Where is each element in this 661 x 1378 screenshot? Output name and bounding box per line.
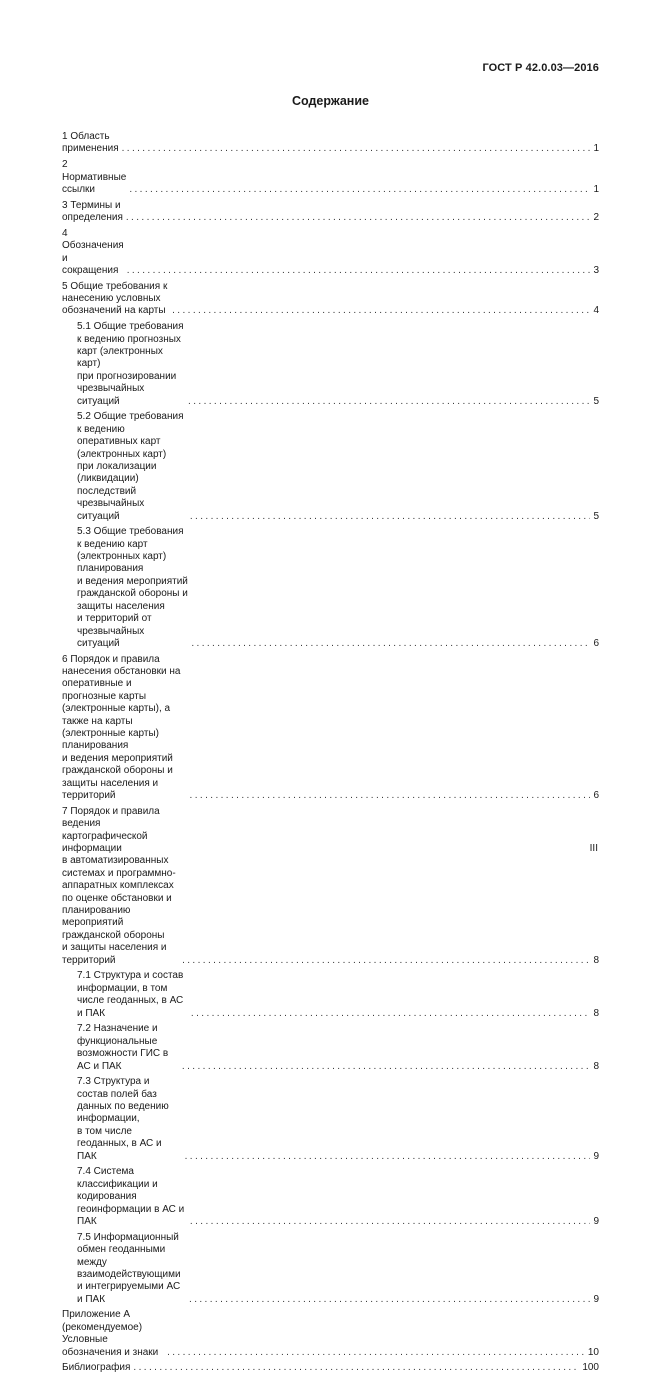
toc-entry-page: 100 [582,1362,599,1374]
toc-leader-dots [185,1151,591,1163]
toc-entry-text: 2 Нормативные ссылки [62,159,127,195]
toc-entry[interactable] [62,1362,599,1374]
toc-entry[interactable] [62,159,599,196]
toc-entry-page: 8 [593,1007,599,1019]
toc-leader-dots [182,955,590,967]
toc-entry[interactable] [62,228,599,278]
toc-leader-dots [191,638,590,650]
toc-entry-page: 1 [593,183,599,195]
toc-leader-dots [172,305,590,317]
toc-leader-dots [190,1216,591,1228]
toc-entry-text: 3 Термины и определения [62,199,123,224]
toc-subentry[interactable] [62,1232,599,1306]
toc-entry-text: 7 Порядок и правила ведения картографической информации в автоматизированных системах и программно-аппаратных комплексах по оценке обстановки и планированию мероприятий гражданской обороны и защиты населения и территорий [62,805,176,966]
toc-leader-dots [190,790,591,802]
toc-entry-text: Приложение А (рекомендуемое) Условные обозначения и знаки [62,1309,159,1358]
toc-entry-page: 5 [593,395,599,407]
standard-code: ГОСТ Р 42.0.03—2016 [482,62,599,74]
toc-entry-page: 9 [593,1293,599,1305]
toc-title: Содержание [291,94,369,108]
toc-entry-text: 5.1 Общие требования к ведению прогнозных карт (электронных карт) при прогнозировании чрезвычайных ситуаций [77,321,184,407]
toc-subentry[interactable] [62,1076,599,1163]
toc-entry-text: 7.2 Назначение и функциональные возможности ГИС в АС и ПАК [77,1023,169,1072]
toc-entry-text: 5.3 Общие требования к ведению карт (электронных карт) планирования и ведения мероприятий гражданской обороны и защиты населения и территорий от чрезвычайных ситуаций [77,526,188,649]
toc-subentry[interactable] [62,526,599,650]
toc-entry-page: 4 [593,305,599,317]
toc-entry-text: Библиография [62,1362,131,1374]
toc-entry[interactable] [62,806,599,967]
toc-entry-page: 6 [593,790,599,802]
toc-entry-text: 1 Область применения [62,131,119,155]
toc-entry-text: 6 Порядок и правила нанесения обстановки на оперативные и прогнозные карты (электронные карты), а также на карты (электронные карты) планирования и ведения мероприятий гражданской обороны и защиты населения и территорий [62,653,181,802]
toc-leader-dots [133,1362,579,1374]
toc-leader-dots [189,1294,590,1306]
toc-subentry[interactable] [62,321,599,408]
toc-entry-page: 9 [593,1215,599,1227]
toc-entry-text: 7.3 Структура и состав полей баз данных по ведению информации, в том числе геоданных, в АС и ПАК [77,1076,169,1162]
toc-subentry[interactable] [62,970,599,1020]
toc-subentry[interactable] [62,1023,599,1073]
toc-entry-text: 7.4 Система классификации и кодирования геоинформации в АС и ПАК [77,1166,185,1227]
toc-entry-page: 9 [593,1150,599,1162]
toc-entry-text: 5.2 Общие требования к ведению оперативных карт (электронных карт) при локализации (ликвидации) последствий чрезвычайных ситуаций [77,411,184,522]
toc-entry-text: 7.5 Информационный обмен геоданными между взаимодействующими и интегрируемыми АС и ПАК [77,1231,181,1305]
toc-entry[interactable] [62,1309,599,1359]
toc-entry-page: 3 [593,264,599,276]
toc-leader-dots [182,1061,591,1073]
toc-entry-page: 5 [593,510,599,522]
toc-leader-dots [167,1347,585,1359]
toc-leader-dots [190,511,591,523]
toc-entry[interactable] [62,131,599,156]
toc-leader-dots [129,184,590,196]
toc-entry-page: 8 [593,954,599,966]
toc-entry-page: 8 [593,1060,599,1072]
toc-entry-text: 5 Общие требования к нанесению условных обозначений на карты [62,280,168,317]
toc-leader-dots [191,1008,591,1020]
toc-entry-page: 10 [587,1346,599,1358]
toc-entry-page: 1 [593,143,599,155]
toc-entry-page: 6 [593,637,599,649]
toc-leader-dots [126,212,591,224]
toc-subentry[interactable] [62,1166,599,1228]
toc-entry-page: 2 [593,212,599,224]
toc-entry[interactable] [62,200,599,225]
page-number: III [589,843,598,854]
toc-entry[interactable] [62,654,599,803]
toc-entry-text: 4 Обозначения и сокращения [62,227,124,276]
toc-leader-dots [188,396,590,408]
table-of-contents [62,131,599,1378]
toc-subentry[interactable] [62,411,599,523]
toc-leader-dots [127,265,591,277]
toc-leader-dots [122,143,591,155]
toc-entry-text: 7.1 Структура и состав информации, в том числе геоданных, в АС и ПАК [77,970,184,1019]
toc-entry[interactable] [62,281,599,318]
